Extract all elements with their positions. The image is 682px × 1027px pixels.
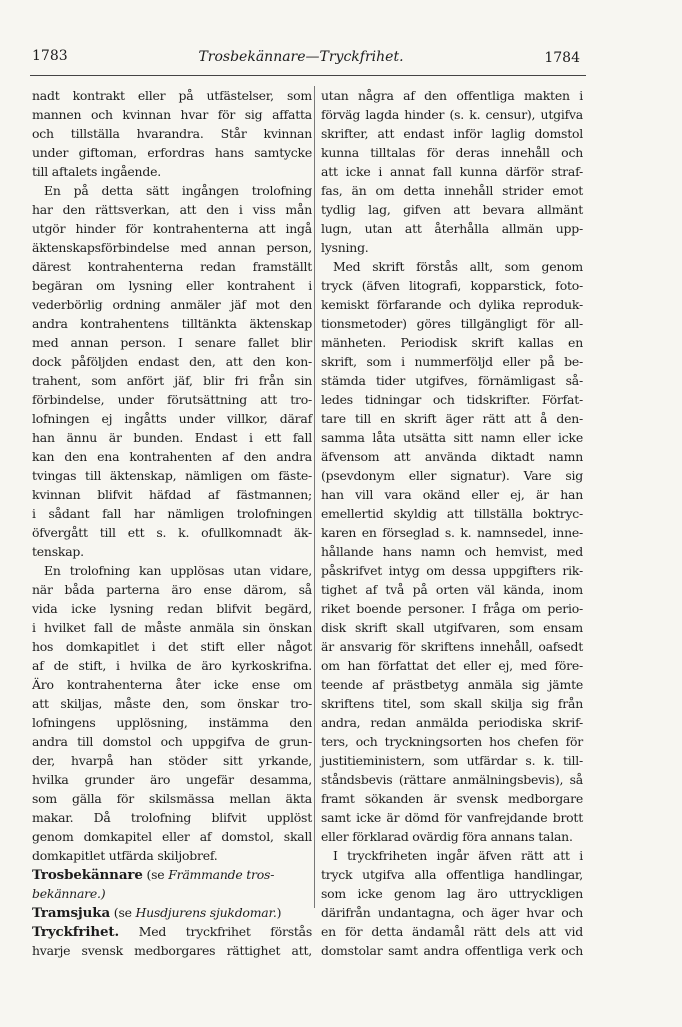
text-line: andra kontrahentens tilltänkta äktenskap [32,316,312,331]
text-line: som icke genom lag äro uttryckligen [321,886,583,901]
text-line: han vill vara okänd eller ej, är han [321,487,583,502]
text-line: eller förklarad ovärdig föra annans talan. [321,829,573,844]
text-line: en för detta ändamål rätt dels att vid [321,924,583,939]
text-line: skrifter, att endast inför laglig domstol [321,126,583,141]
entry-text: ) [276,905,282,920]
text-line: tionsmetoder) göres tillgängligt för all- [321,316,583,331]
page-number-left: 1783 [32,48,68,64]
text-line: andra, redan anmälda periodiska skrif- [321,715,583,730]
entry-tramsjuka [32,903,312,922]
text-line: att skiljas, måste den, som önskar tro- [32,696,312,711]
text-line: fas, än om detta innehåll strider emot [321,183,583,198]
text-line: En trolofning kan upplösas utan vidare, [44,563,312,578]
text-line: med annan person. I senare fallet blir [32,335,312,350]
text-line: kemiskt förfarande och dylika reproduk- [321,297,583,312]
text-line: mänheten. Periodisk skrift kallas en [321,335,583,350]
text-line: utgör hinder för kontrahenterna att ingå [32,221,312,236]
text-line: tighet af två på orten väl kända, inom [321,582,583,597]
text-line: (psevdonym eller signatur). Vare sig [321,468,583,483]
text-line: kunna tilltalas för deras innehåll och [321,145,583,160]
text-line: är ansvarig för skriftens innehåll, oafsedt [321,639,583,654]
text-line: och tillställa hvarandra. Står kvinnan [32,126,312,141]
text-line: kvinnan blifvit häfdad af fästmannen; [32,487,312,502]
header-rule [30,75,586,76]
cross-reference: bekännare.) [32,886,106,901]
text-line: karen en förseglad s. k. namnsedel, inne- [321,525,583,540]
text-line: som gälla för skilsmässa mellan äkta [32,791,312,806]
entry-tryckfrihet [32,922,312,941]
text-line: äfvensom att använda diktadt namn [321,449,583,464]
text-line: kan den ena kontrahenten af den andra [32,449,312,464]
text-line: nadt kontrakt eller på utfästelser, som [32,88,312,103]
cross-reference: Husdjurens sjukdomar. [135,905,277,920]
text-line: han ännu är bunden. Endast i ett fall [32,430,312,445]
entry-continuation [32,884,312,903]
text-line: makar. Då trolofning blifvit upplöst [32,810,312,825]
text-line: förväg lagda hinder (s. k. censur), utgifva [321,107,583,122]
text-line: der, hvarpå han stöder sitt yrkande, [32,753,312,768]
text-line: domkapitlet utfärda skiljobref. [32,848,218,863]
text-line: dock påföljden endast den, att den kon- [32,354,312,369]
text-line: hvarje svensk medborgares rättighet att, [32,943,312,958]
text-line: tenskap. [32,544,84,559]
entry-text: (se [142,867,169,882]
text-line: därifrån undantagna, och äger hvar och [321,905,583,920]
text-line: förbindelse, under förutsättning att tro- [32,392,312,407]
text-line: trahent, som anfört jäf, blir fri från sin [32,373,312,388]
text-line: i sådant fall har nämligen trolofningen [32,506,312,521]
text-line: skrift, som i nummerföljd eller på be- [321,354,583,369]
page-header [22,46,580,66]
text-line: att icke i annat fall kunna därför straf- [321,164,583,179]
text-line: stämda tider utgifves, förnämligast så- [321,373,583,388]
text-line: äktenskapsförbindelse med annan person, [32,240,312,255]
headword: Tramsjuka [32,905,111,921]
entry-text: Med tryckfrihet förstås [119,924,312,939]
text-line: hållande hans namn och hemvist, med [321,544,583,559]
text-line: öfvergått till ett s. k. ofullkomnadt äk- [32,525,312,540]
left-column [32,86,312,960]
text-line: ståndsbevis (rättare anmälningsbevis), så [321,772,583,787]
text-line: skriftens titel, som skall skilja sig från [321,696,583,711]
text-line: tryck (äfven litografi, kopparstick, foto- [321,278,583,293]
text-line: ters, och tryckningsorten hos chefen för [321,734,583,749]
text-line: lugn, utan att återhålla allmän upp- [321,221,583,236]
text-line: samt icke är dömd för vanfrejdande brott [321,810,583,825]
text-line: tare till en skrift äger rätt att å den- [321,411,583,426]
entry-text: (se [110,905,136,920]
text-line: påskrifvet intyg om dessa uppgifters rik- [321,563,583,578]
text-line: teende af prästbetyg anmäla sig jämte [321,677,583,692]
text-line: af de stift, i hvilka de äro kyrkoskrifna. [32,658,312,673]
text-line: justitieministern, som utfärdar s. k. till- [321,753,583,768]
text-line: tryck utgifva alla offentliga handlingar, [321,867,583,882]
text-line: när båda parterna äro ense därom, så [32,582,312,597]
text-line: disk skrift skall utgifvaren, som ensam [321,620,583,635]
text-line: under giftoman, erfordras hans samtycke [32,145,312,160]
cross-reference: Främmande tros- [168,867,275,882]
text-line: begäran om lysning eller kontrahent i [32,278,312,293]
column-divider [314,86,315,908]
text-line: riket boende personer. I fråga om perio- [321,601,583,616]
text-line: därest kontrahenterna redan framställt [32,259,312,274]
text-line: domstolar samt andra offentliga verk och [321,943,583,958]
text-line: vederbörlig ordning anmäler jäf mot den [32,297,312,312]
text-line: Äro kontrahenterna åter icke ense om [32,677,312,692]
text-line: hvilka grunder äro ungefär desamma, [32,772,312,787]
running-title: Trosbekännare—Tryckfrihet. [198,49,404,65]
text-line: emellertid skyldig att tillställa boktryc- [321,506,583,521]
text-line: Med skrift förstås allt, som genom [333,259,583,274]
text-line: tydlig lag, gifven att bevara allmänt [321,202,583,217]
headword: Trosbekännare [32,867,143,883]
text-line: En på detta sätt ingången trolofning [44,183,312,198]
headword: Tryckfrihet. [32,924,120,940]
text-line: mannen och kvinnan hvar för sig affatta [32,107,312,122]
text-line: ledes tidningar och tidskrifter. Förfat- [321,392,583,407]
text-line: hos domkapitlet i det stift eller något [32,639,312,654]
text-line: lysning. [321,240,369,255]
text-line: lofningens upplösning, instämma den [32,715,312,730]
entry-trosbekannare [32,865,312,884]
text-line: framt sökanden är svensk medborgare [321,791,583,806]
text-line: om han författat det eller ej, med före- [321,658,583,673]
text-line: andra till domstol och uppgifva de grun- [32,734,312,749]
text-line: till aftalets ingående. [32,164,161,179]
text-line: utan några af den offentliga makten i [321,88,583,103]
text-line: samma låta utsätta sitt namn eller icke [321,430,583,445]
page-number-right: 1784 [544,50,580,66]
text-line: vida icke lysning redan blifvit begärd, [32,601,312,616]
text-line: i hvilket fall de måste anmäla sin önskan [32,620,312,635]
text-line: har den rättsverkan, att den i viss mån [32,202,312,217]
text-line: lofningen ej ingåtts under villkor, däraf [32,411,312,426]
right-column [321,86,583,960]
text-line: I tryckfriheten ingår äfven rätt att i [333,848,583,863]
text-line: tvingas till äktenskap, nämligen om fäste- [32,468,312,483]
text-line: genom domkapitel eller af domstol, skall [32,829,312,844]
